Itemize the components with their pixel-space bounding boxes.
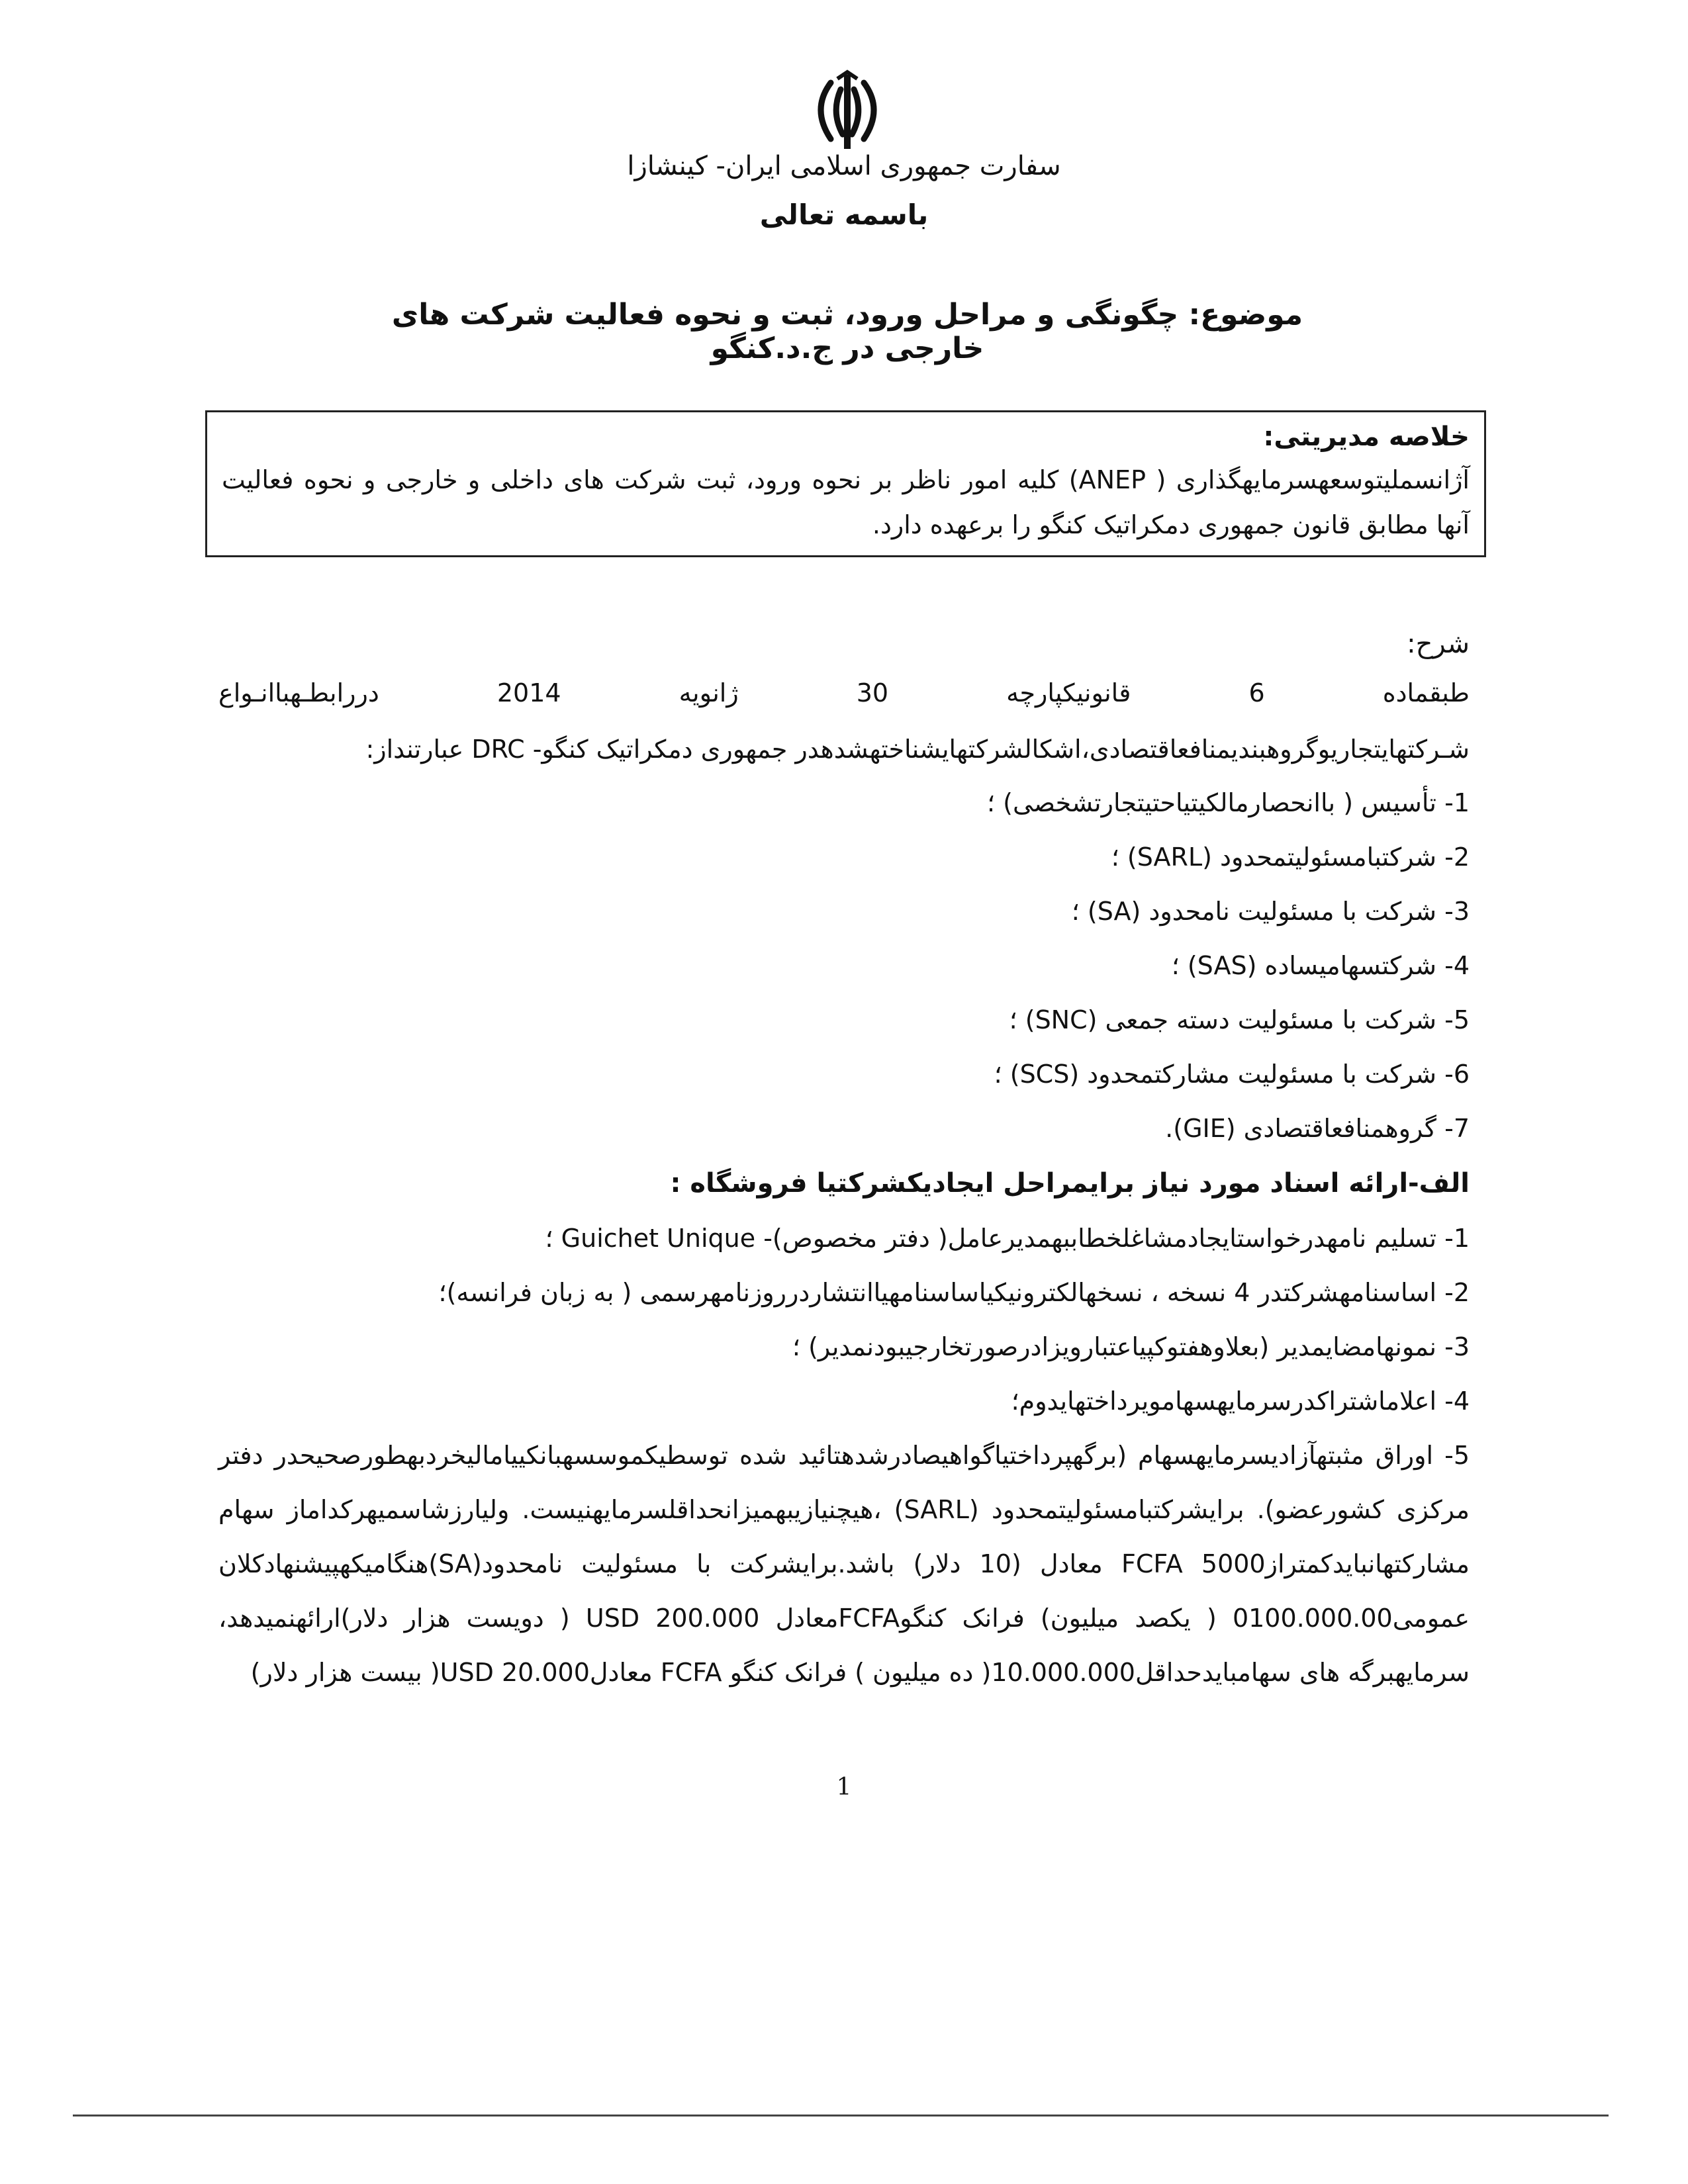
summary-title: خلاصه مدیریتی: (1263, 422, 1470, 452)
footer-divider (73, 2115, 1609, 2116)
required-documents-list (218, 1211, 1470, 1428)
executive-summary-box (205, 410, 1486, 557)
company-forms-intro: شـرکتهایتجاریوگروهبندیمنافعاقتصادی،اشکالشرکتهایشناختهشدهدر جمهوری دمکراتیک کنگو- DRC عبارتنداز: (365, 735, 1470, 764)
section-a-title: الف-ارائه اسناد مورد نیاز برایمراحل ایجادیکشرکتیا فروشگاه : (670, 1168, 1470, 1199)
law-row-cell: دررابطـهباانـواع (218, 678, 379, 707)
list-item: 1- تسلیم نامهدرخواستایجادمشاغلخطاببهمدیرعامل( دفتر مخصوص)- Guichet Unique ؛ (545, 1224, 1470, 1253)
company-types-list (218, 776, 1470, 1156)
law-row-cell: طبقماده (1382, 678, 1470, 707)
law-row-cell: ژانویه (679, 678, 739, 707)
body-section (218, 629, 1470, 1700)
list-item: 4- اعلاماشتراکدرسرمایهسهامویرداختهایدوم؛ (1011, 1387, 1470, 1416)
embassy-name: سفارت جمهوری اسلامی ایران- کینشازا (627, 151, 1061, 181)
law-row-cell: 2014 (496, 678, 561, 707)
subject-line: موضوع: چگونگی و مراحل ورود، ثبت و نحوه فعالیت شرکت های خارجی در ج.د.کنگو (391, 298, 1303, 365)
list-item: 4- شرکتسهامیساده (SAS) ؛ (1171, 951, 1470, 980)
list-item: 1- تأسیس ( باانحصارمالکیتیاحتیتجارتشخصی) ؛ (986, 788, 1470, 817)
iran-emblem-icon (804, 69, 890, 156)
bismillah: باسمه تعالی (759, 199, 929, 231)
page-number: 1 (836, 1774, 852, 1801)
list-item: 2- اساسنامهشرکتدر 4 نسخه ، نسخهالکترونیکیاساسنامهیاانتشاردرروزنامهرسمی ( به زبان فرانسه)؛ (438, 1278, 1470, 1307)
list-item: 3- شرکت با مسئولیت نامحدود (SA) ؛ (1071, 897, 1470, 926)
law-reference-row (218, 670, 1470, 716)
list-item: 2- شرکتبامسئولیتمحدود (SARL) ؛ (1111, 842, 1470, 872)
list-item: 5- شرکت با مسئولیت دسته جمعی (SNC) ؛ (1009, 1005, 1470, 1034)
summary-text: آژانسملیتوسعهسرمایهگذاری ( ANEP) کلیه امور ناظر بر نحوه ورود، ثبت شرکت های داخلی و خارجی و نحوه فعالیت آنها مطابق قانون جمهوری دمکراتیک کنگو را برعهده دارد. (222, 465, 1470, 539)
list-item: 3- نمونهامضایمدیر (بعلاوهفتوکپیاعتبارویزادرصورتخارجیبودنمدیر) ؛ (792, 1332, 1470, 1361)
description-label: شرح: (1407, 629, 1470, 659)
law-row-cell: 30 (856, 678, 889, 707)
list-item: 7- گروهمنافعاقتصادی (GIE). (1165, 1114, 1470, 1143)
list-item: 6- شرکت با مسئولیت مشارکتمحدود (SCS) ؛ (994, 1060, 1470, 1089)
law-row-cell: قانونیکپارچه (1006, 678, 1131, 707)
capital-requirements-paragraph: 5- اوراق مثبتهآزادیسرمایهسهام (برگهپرداختیاگواهیصادرشدهتائید شده توسطیکموسسهبانکییامالیخردبهطورصحیحدر دفتر مرکزی کشورعضو). برایشرکتبامسئولیتمحدود (SARL) ،هیچنیازیبهمیزانحداقلسرمایهنیست. ولیارزشاسمیهرکداماز سهام مشارکتهانبایدکمترازFCFA 5000 معادل (10 دلار) باشد.برایشرکت با مسئولیت نامحدود(SA)هنگامیکهپیشنهادکلان عمومی0100.000.00 ( یکصد میلیون) فرانک کنگوFCFAمعادل USD 200.000 ( دویست هزار دلار)ارائهنمیدهد، سرمایهبرگه های سهامبایدحداقل10.000.000( ده میلیون ) فرانک کنگو FCFA معادلUSD 20.000( بیست هزار دلار) (218, 1441, 1470, 1687)
law-row-cell: 6 (1248, 678, 1265, 707)
